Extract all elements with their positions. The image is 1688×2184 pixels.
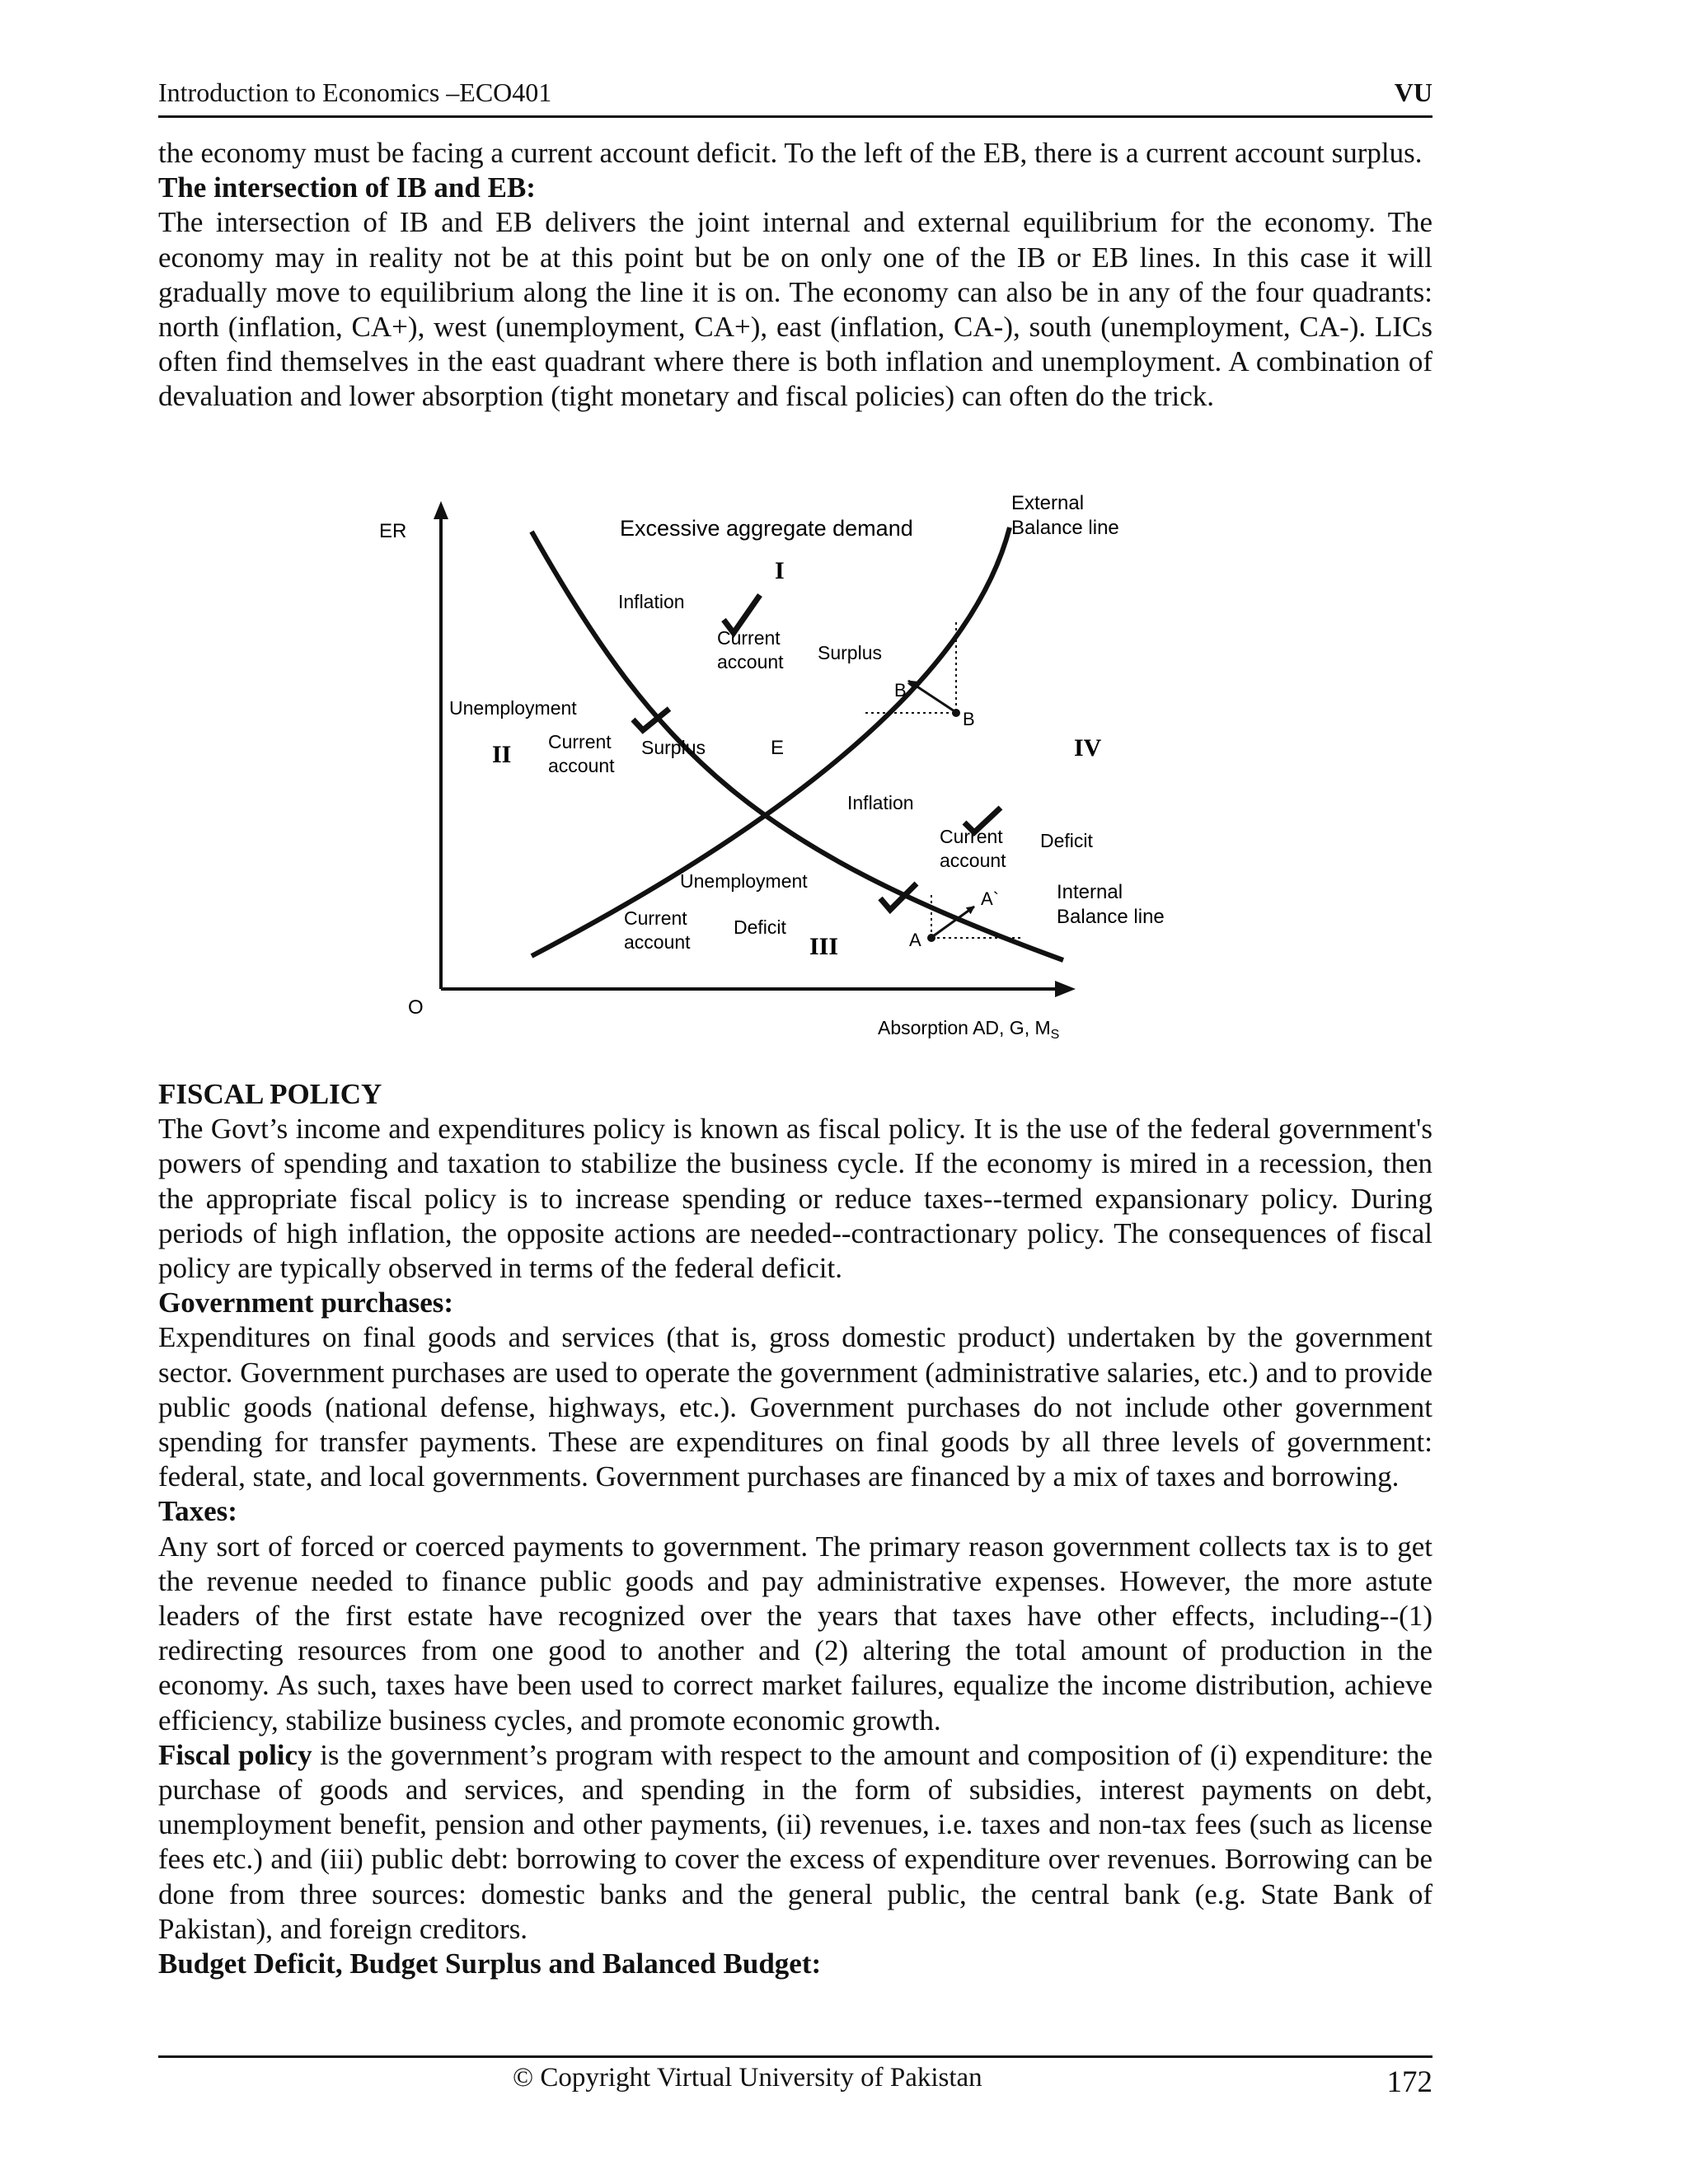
point-b-label: B — [963, 709, 975, 729]
top-text-section — [158, 136, 1432, 415]
quadrant-iii-balance: Deficit — [734, 916, 786, 938]
page-footer — [158, 2055, 1432, 2107]
external-balance-label-1: External — [1011, 492, 1085, 514]
quadrant-iv-numeral: IV — [1074, 734, 1102, 762]
intersection-paragraph: The intersection of IB and EB delivers the joint internal and external equilibrium for the economy. The economy may in reality not be at this point but be on only one of the IB or EB lines. In this case it will gradually move to equilibrium along the line it is on. The economy can also be in any of the four quadrants: north (inflation, CA+), west (unemployment, CA+), east (inflation, CA-), south (unemployment, CA-). LICs often find themselves in the east quadrant where there is both inflation and unemployment. A combination of devaluation and lower absorption (tight monetary and fiscal policies) can often do the trick. — [158, 206, 1432, 413]
quadrant-iii-ca-2: account — [624, 931, 691, 953]
y-axis-label: ER — [379, 520, 407, 542]
intersection-heading: The intersection of IB and EB: — [158, 171, 536, 204]
quadrant-ii-balance: Surplus — [641, 737, 706, 758]
internal-balance-label-1: Internal — [1057, 881, 1123, 903]
quadrant-iii-ca-1: Current — [624, 907, 687, 929]
quadrant-ii-ca-2: account — [548, 755, 615, 776]
x-axis-label: Absorption AD, G, $M_S$ — [878, 1017, 1060, 1042]
quadrant-iv-balance: Deficit — [1040, 830, 1093, 851]
y-axis-arrowhead — [434, 501, 448, 519]
quadrant-i-ca-1: Current — [717, 627, 781, 649]
quadrant-iii-numeral: III — [809, 933, 839, 960]
fiscal-policy-paragraph: The Govt’s income and expenditures policy is known as fiscal policy. It is the use of the federal government's powers of spending and taxation to stabilize the business cycle. If the economy is mired in a recession, then the appropriate fiscal policy is to increase spending or reduce taxes--termed expansionary policy. During periods of high inflation, the opposite actions are needed--contractionary policy. The consequences of fiscal policy are typically observed in terms of the federal deficit. — [158, 1113, 1432, 1285]
quadrant-ii-numeral: II — [492, 741, 512, 768]
budget-heading: Budget Deficit, Budget Surplus and Balanced Budget: — [158, 1947, 822, 1980]
taxes-heading: Taxes: — [158, 1495, 237, 1528]
point-a-label: A — [909, 930, 921, 950]
fiscal-policy-heading: FISCAL POLICY — [158, 1078, 382, 1110]
intro-paragraph: the economy must be facing a current account deficit. To the left of the EB, there is a current account surplus. — [158, 137, 1423, 169]
page-header — [158, 74, 1432, 118]
x-axis-arrowhead — [1055, 981, 1076, 997]
quadrant-i-ca-2: account — [717, 651, 784, 673]
quadrant-i-state: Inflation — [618, 591, 685, 612]
quadrant-iv-ca-1: Current — [940, 826, 1003, 847]
point-a-prime-label: A` — [981, 888, 999, 909]
point-b-prime-label: B` — [894, 680, 912, 701]
quadrant-iv-state: Inflation — [847, 792, 914, 813]
quadrant-ii-state: Unemployment — [449, 697, 577, 719]
fiscal-policy-term: Fiscal policy — [158, 1738, 312, 1771]
point-b-arrow — [908, 681, 954, 711]
quadrant-i-balance: Surplus — [818, 642, 882, 663]
ib-eb-diagram — [330, 486, 1220, 1063]
external-balance-label-2: Balance line — [1011, 517, 1119, 539]
quadrant-ii-ca-1: Current — [548, 731, 612, 752]
quadrant-iii-state: Unemployment — [680, 870, 808, 892]
origin-label: O — [408, 996, 424, 1019]
fiscal-policy-definition — [158, 1738, 1432, 1947]
course-title: Introduction to Economics –ECO401 — [158, 77, 552, 107]
government-purchases-paragraph: Expenditures on final goods and services (that is, gross domestic product) undertaken by the government sector. Government purchases are used to operate the government (administrative salaries, etc.) and to provide public goods (national defense, highways, etc.). Government purchases do not include other government spending for transfer payments. These are expenditures on final goods by all three levels of government: federal, state, and local governments. Government purchases are financed by a mix of taxes and borrowing. — [158, 1321, 1432, 1493]
page-number: 172 — [1386, 2065, 1432, 2099]
quadrant-iv-ca-2: account — [940, 850, 1006, 871]
copyright-text: © Copyright Virtual University of Pakistan — [513, 2063, 982, 2093]
bottom-text-section — [158, 1077, 1432, 1981]
internal-balance-label-2: Balance line — [1057, 906, 1165, 928]
diagram-title: Excessive aggregate demand — [620, 516, 913, 541]
taxes-paragraph: Any sort of forced or coerced payments to government. The primary reason government collects tax is to get the revenue needed to finance public goods and pay administrative expenses. However, the more astute leaders of the first estate have recognized over the years that taxes have other effects, including--(1) redirecting resources from one good to another and (2) altering the total amount of production in the economy. As such, taxes have been used to correct market failures, equalize the income distribution, achieve efficiency, stabilize business cycles, and promote economic growth. — [158, 1530, 1432, 1736]
fiscal-policy-definition-text: is the government’s program with respect to the amount and composition of (i) expenditure: the purchase of goods and services, and spending in the form of subsidies, interest payments on debt, unemployment benefit, pension and other payments, (ii) revenues, i.e. taxes and non-tax fees (such as license fees etc.) and (iii) public debt: borrowing to cover the excess of expenditure over revenues. Borrowing can be done from three sources: domestic banks and the general public, the central bank (e.g. State Bank of Pakistan), and foreign creditors. — [158, 1738, 1433, 1945]
quadrant-i-numeral: I — [775, 557, 785, 584]
diagram-svg — [330, 486, 1220, 1063]
intersection-label: E — [771, 737, 785, 759]
government-purchases-heading: Government purchases: — [158, 1286, 454, 1319]
vu-logo-text: VU — [1394, 77, 1432, 107]
